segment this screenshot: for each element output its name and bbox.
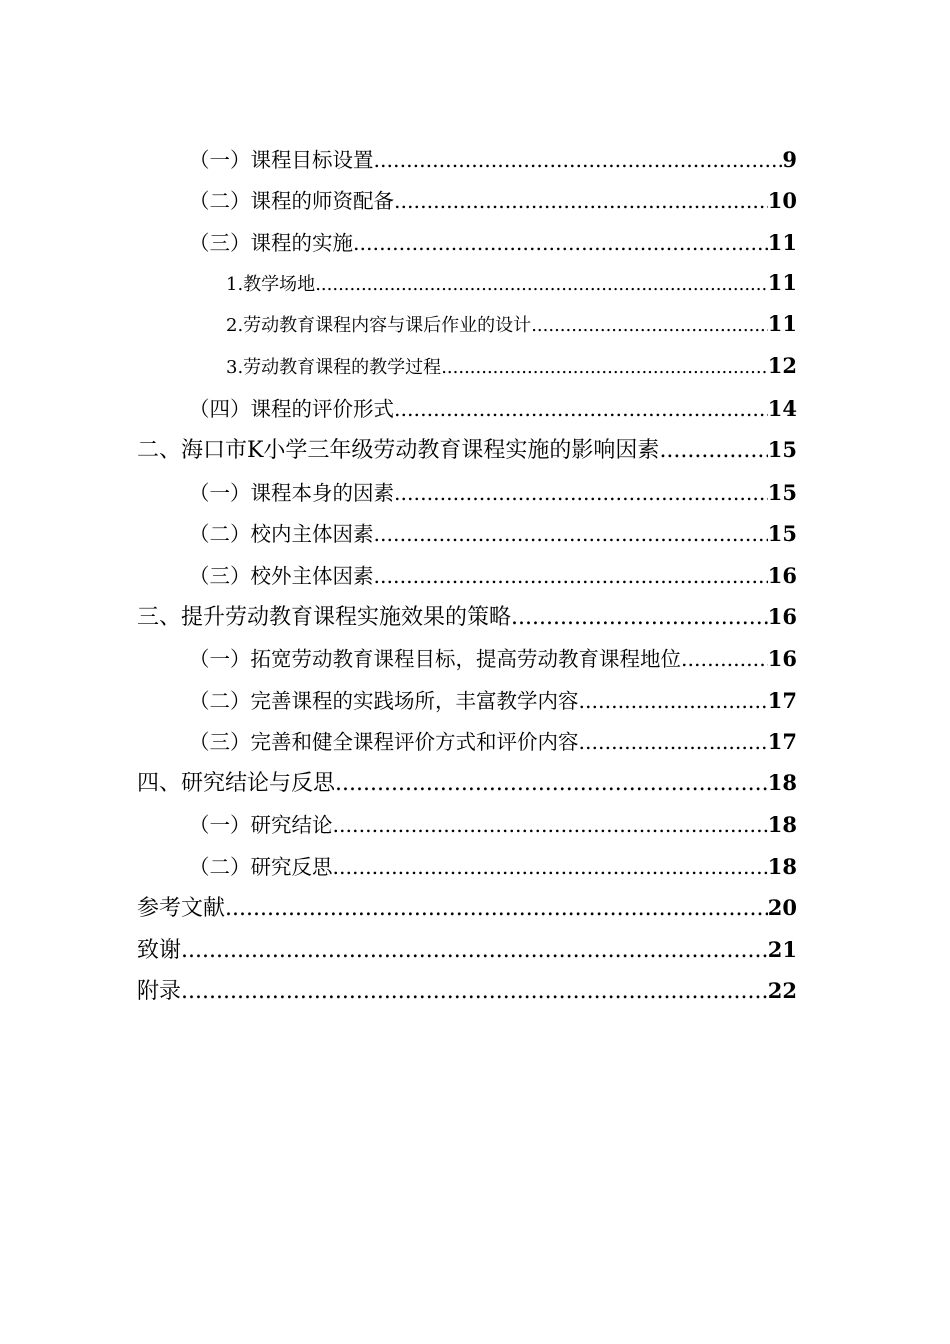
toc-dot-leader xyxy=(181,979,768,1004)
toc-dot-leader xyxy=(441,357,768,378)
toc-entry-page-number: 16 xyxy=(767,645,797,671)
toc-entry-1[interactable] xyxy=(0,137,950,179)
toc-entry-page-number: 17 xyxy=(767,687,797,713)
toc-entry-12[interactable] xyxy=(0,595,950,637)
toc-dot-leader xyxy=(315,274,768,295)
toc-entry-17[interactable] xyxy=(0,803,950,845)
toc-entry-page-number: 9 xyxy=(782,146,797,172)
toc-dot-leader xyxy=(335,771,768,796)
toc-entry-5[interactable] xyxy=(0,303,950,345)
toc-entry-inner xyxy=(189,684,797,714)
toc-entry-title: （三）校外主体因素 xyxy=(189,563,374,588)
toc-entry-title: （四）课程的评价形式 xyxy=(189,397,394,422)
toc-dot-leader xyxy=(511,605,768,630)
toc-entry-inner xyxy=(226,311,797,337)
toc-entry-2[interactable] xyxy=(0,179,950,221)
toc-entry-15[interactable] xyxy=(0,719,950,761)
toc-entry-page-number: 15 xyxy=(767,479,797,505)
toc-entry-16[interactable] xyxy=(0,761,950,803)
toc-entry-inner xyxy=(189,559,797,589)
toc-dot-leader xyxy=(333,855,768,879)
toc-entry-title: 3.劳动教育课程的教学过程 xyxy=(226,356,442,378)
toc-entry-title: （一）课程目标设置 xyxy=(189,147,374,172)
toc-dot-leader xyxy=(181,938,768,963)
toc-entry-inner xyxy=(189,850,797,880)
toc-entry-inner xyxy=(189,517,797,547)
toc-entry-inner xyxy=(226,270,797,296)
toc-entry-6[interactable] xyxy=(0,345,950,387)
table-of-contents xyxy=(0,137,950,1010)
toc-dot-leader xyxy=(659,438,767,463)
toc-entry-4[interactable] xyxy=(0,262,950,304)
toc-entry-title: 二、海口市K小学三年级劳动教育课程实施的影响因素 xyxy=(137,438,660,464)
toc-entry-14[interactable] xyxy=(0,678,950,720)
toc-entry-19[interactable] xyxy=(0,886,950,928)
toc-entry-7[interactable] xyxy=(0,387,950,429)
toc-entry-title: 1.教学场地 xyxy=(226,273,316,295)
toc-entry-page-number: 17 xyxy=(767,729,797,755)
toc-entry-page-number: 18 xyxy=(767,853,797,879)
toc-entry-page-number: 11 xyxy=(767,269,797,295)
toc-entry-3[interactable] xyxy=(0,220,950,262)
toc-entry-inner xyxy=(189,184,797,214)
toc-entry-inner xyxy=(189,642,797,672)
toc-entry-10[interactable] xyxy=(0,511,950,553)
toc-entry-inner xyxy=(137,974,797,1005)
toc-entry-page-number: 20 xyxy=(767,894,797,920)
toc-entry-title: （二）课程的师资配备 xyxy=(189,189,394,214)
toc-entry-9[interactable] xyxy=(0,470,950,512)
toc-entry-title: 致谢 xyxy=(137,937,182,963)
toc-entry-title: 四、研究结论与反思 xyxy=(137,771,336,797)
toc-dot-leader xyxy=(225,896,768,921)
toc-dot-leader xyxy=(579,730,768,754)
toc-dot-leader xyxy=(374,522,768,546)
toc-entry-13[interactable] xyxy=(0,636,950,678)
toc-entry-page-number: 22 xyxy=(767,978,797,1004)
toc-entry-inner xyxy=(226,353,797,379)
toc-entry-20[interactable] xyxy=(0,927,950,969)
toc-entry-inner xyxy=(189,143,797,173)
toc-entry-page-number: 10 xyxy=(767,188,797,214)
toc-entry-inner xyxy=(137,433,797,464)
toc-entry-page-number: 15 xyxy=(767,437,797,463)
toc-entry-inner xyxy=(137,933,797,964)
toc-dot-leader xyxy=(394,481,768,505)
toc-entry-11[interactable] xyxy=(0,553,950,595)
toc-entry-inner xyxy=(137,891,797,922)
toc-entry-page-number: 15 xyxy=(767,521,797,547)
toc-entry-8[interactable] xyxy=(0,428,950,470)
toc-entry-title: 附录 xyxy=(137,979,182,1005)
toc-dot-leader xyxy=(374,564,768,588)
toc-entry-title: （二）完善课程的实践场所，丰富教学内容 xyxy=(189,688,579,713)
toc-entry-page-number: 11 xyxy=(767,229,797,255)
toc-entry-21[interactable] xyxy=(0,969,950,1011)
toc-entry-inner xyxy=(189,392,797,422)
toc-dot-leader xyxy=(681,647,768,671)
toc-entry-inner xyxy=(189,725,797,755)
toc-entry-inner xyxy=(189,808,797,838)
toc-entry-title: （一）拓宽劳动教育课程目标，提高劳动教育课程地位 xyxy=(189,646,681,671)
toc-entry-page-number: 21 xyxy=(767,936,797,962)
toc-dot-leader xyxy=(333,813,768,837)
toc-entry-title: 参考文献 xyxy=(137,895,226,921)
toc-entry-inner xyxy=(137,600,797,631)
toc-entry-title: （一）研究结论 xyxy=(189,813,333,838)
toc-dot-leader xyxy=(394,397,768,421)
toc-entry-page-number: 12 xyxy=(767,352,797,378)
toc-entry-inner xyxy=(137,766,797,797)
toc-entry-page-number: 11 xyxy=(767,311,797,337)
toc-dot-leader xyxy=(394,189,768,213)
toc-entry-title: （三）课程的实施 xyxy=(189,230,353,255)
toc-entry-page-number: 18 xyxy=(767,812,797,838)
toc-entry-18[interactable] xyxy=(0,844,950,886)
toc-entry-page-number: 14 xyxy=(767,396,797,422)
toc-entry-inner xyxy=(189,476,797,506)
toc-entry-page-number: 18 xyxy=(767,770,797,796)
toc-entry-page-number: 16 xyxy=(767,603,797,629)
toc-entry-page-number: 16 xyxy=(767,562,797,588)
toc-entry-title: （二）研究反思 xyxy=(189,854,333,879)
toc-entry-title: （一）课程本身的因素 xyxy=(189,480,394,505)
toc-dot-leader xyxy=(374,148,783,172)
toc-entry-title: 三、提升劳动教育课程实施效果的策略 xyxy=(137,604,512,630)
toc-entry-inner xyxy=(189,226,797,256)
toc-dot-leader xyxy=(531,315,768,336)
toc-entry-title: 2.劳动教育课程内容与课后作业的设计 xyxy=(226,315,532,337)
toc-entry-title: （二）校内主体因素 xyxy=(189,522,374,547)
toc-entry-title: （三）完善和健全课程评价方式和评价内容 xyxy=(189,730,579,755)
toc-dot-leader xyxy=(579,689,768,713)
toc-dot-leader xyxy=(353,231,768,255)
